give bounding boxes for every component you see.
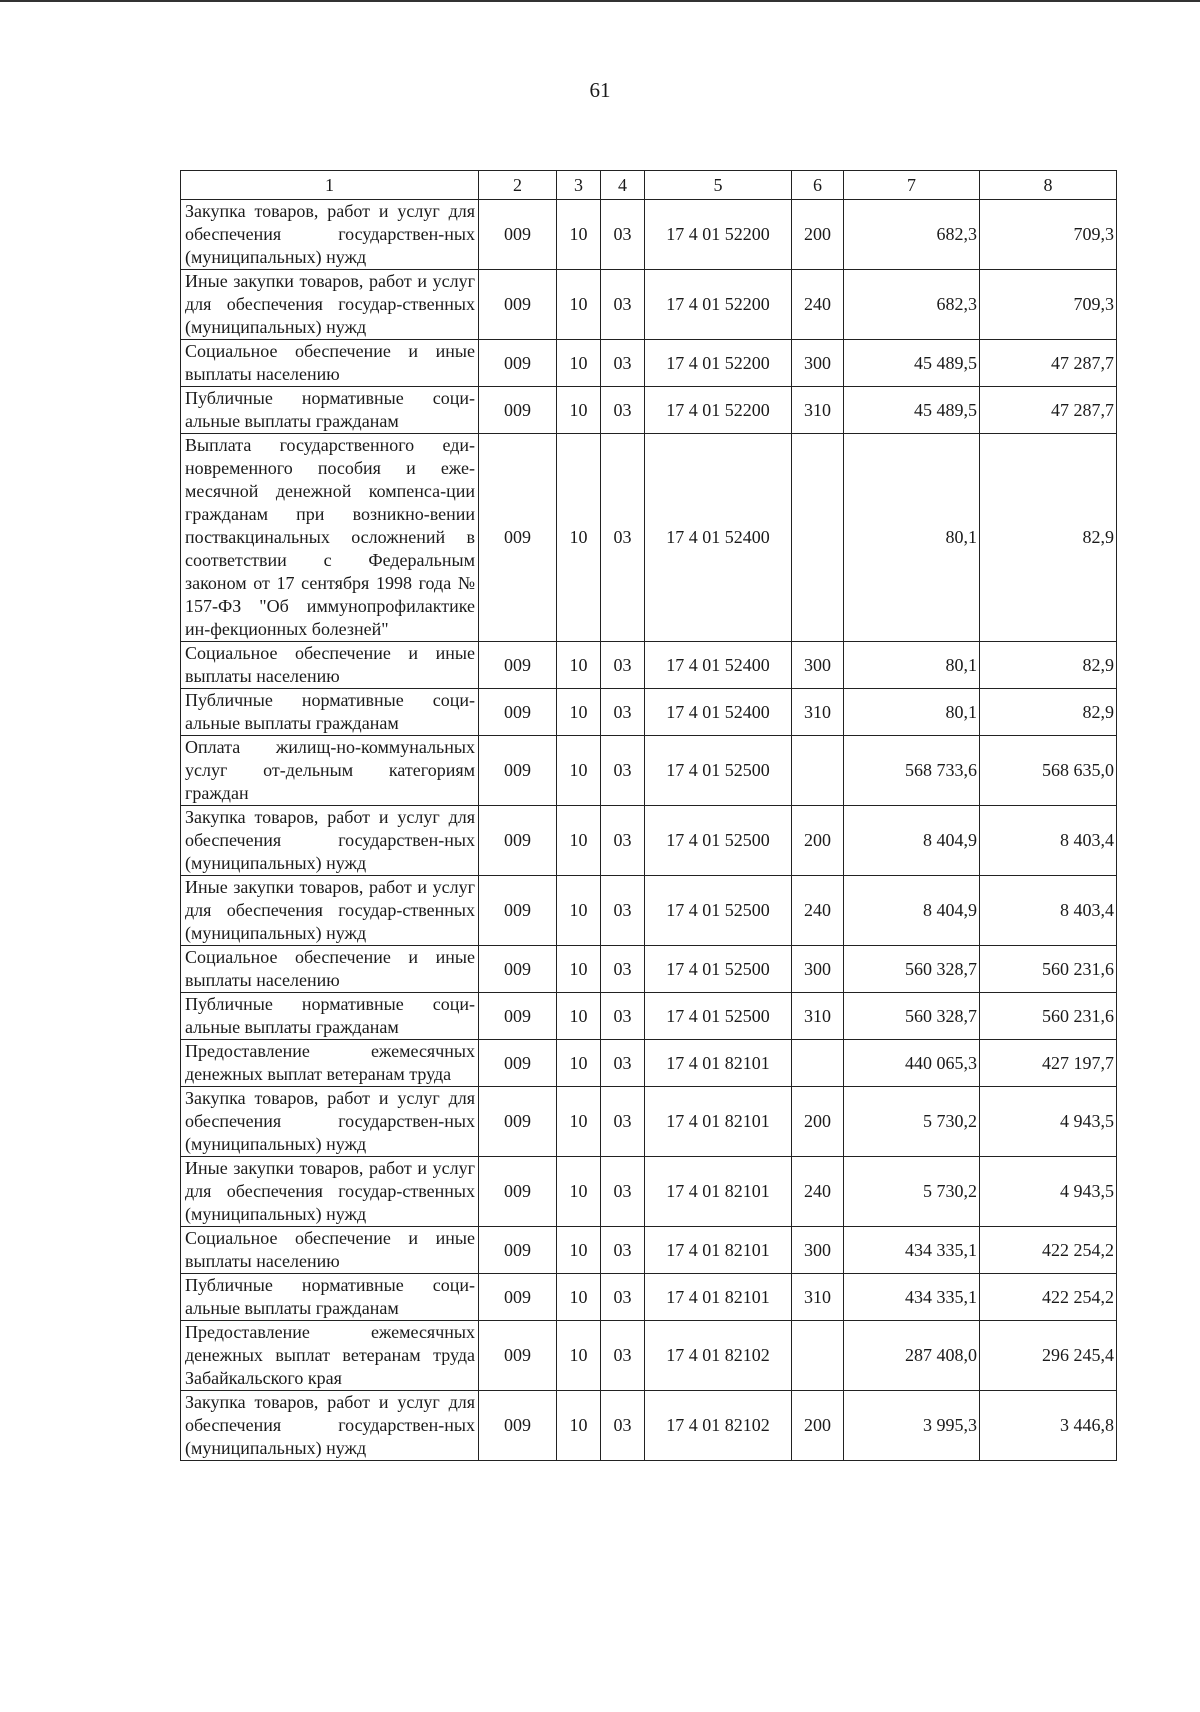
amount-col8-cell: 47 287,7 xyxy=(980,387,1117,434)
target-article-cell: 17 4 01 82101 xyxy=(645,1227,792,1274)
section-code-cell: 10 xyxy=(557,1321,601,1391)
expense-type-cell xyxy=(792,434,844,642)
section-code-cell: 10 xyxy=(557,1274,601,1321)
amount-col7-cell: 8 404,9 xyxy=(844,876,980,946)
table-row xyxy=(181,1157,1117,1227)
amount-col8-cell: 8 403,4 xyxy=(980,876,1117,946)
section-code-cell: 10 xyxy=(557,1391,601,1461)
amount-col8-cell: 296 245,4 xyxy=(980,1321,1117,1391)
admin-code-cell: 009 xyxy=(479,876,557,946)
table-row xyxy=(181,340,1117,387)
section-code-cell: 10 xyxy=(557,387,601,434)
target-article-cell: 17 4 01 52200 xyxy=(645,387,792,434)
admin-code-cell: 009 xyxy=(479,1391,557,1461)
amount-col7-cell: 3 995,3 xyxy=(844,1391,980,1461)
admin-code-cell: 009 xyxy=(479,736,557,806)
amount-col7-cell: 568 733,6 xyxy=(844,736,980,806)
amount-col8-cell: 4 943,5 xyxy=(980,1157,1117,1227)
amount-col8-cell: 709,3 xyxy=(980,270,1117,340)
row-name-cell: Закупка товаров, работ и услуг для обеспечения государствен-ных (муниципальных) нужд xyxy=(181,806,479,876)
admin-code-cell: 009 xyxy=(479,387,557,434)
admin-code-cell: 009 xyxy=(479,806,557,876)
amount-col8-cell: 47 287,7 xyxy=(980,340,1117,387)
row-name-cell: Публичные нормативные соци-альные выплаты гражданам xyxy=(181,993,479,1040)
admin-code-cell: 009 xyxy=(479,1087,557,1157)
table-row xyxy=(181,1227,1117,1274)
row-name-cell: Публичные нормативные соци-альные выплаты гражданам xyxy=(181,689,479,736)
amount-col7-cell: 5 730,2 xyxy=(844,1087,980,1157)
amount-col8-cell: 82,9 xyxy=(980,434,1117,642)
table-row xyxy=(181,1321,1117,1391)
table-row xyxy=(181,689,1117,736)
table-row xyxy=(181,434,1117,642)
amount-col7-cell: 682,3 xyxy=(844,270,980,340)
admin-code-cell: 009 xyxy=(479,1040,557,1087)
subsection-code-cell: 03 xyxy=(601,876,645,946)
section-code-cell: 10 xyxy=(557,876,601,946)
row-name-cell: Иные закупки товаров, работ и услуг для обеспечения государ-ственных (муниципальных) нужд xyxy=(181,1157,479,1227)
section-code-cell: 10 xyxy=(557,1227,601,1274)
admin-code-cell: 009 xyxy=(479,1321,557,1391)
table-row xyxy=(181,1040,1117,1087)
amount-col8-cell: 427 197,7 xyxy=(980,1040,1117,1087)
section-code-cell: 10 xyxy=(557,806,601,876)
expense-type-cell: 240 xyxy=(792,1157,844,1227)
expense-type-cell: 300 xyxy=(792,946,844,993)
row-name-cell: Предоставление ежемесячных денежных выплат ветеранам труда xyxy=(181,1040,479,1087)
subsection-code-cell: 03 xyxy=(601,1227,645,1274)
target-article-cell: 17 4 01 82102 xyxy=(645,1391,792,1461)
section-code-cell: 10 xyxy=(557,689,601,736)
admin-code-cell: 009 xyxy=(479,1227,557,1274)
amount-col7-cell: 8 404,9 xyxy=(844,806,980,876)
budget-table xyxy=(180,170,1117,1461)
target-article-cell: 17 4 01 82102 xyxy=(645,1321,792,1391)
row-name-cell: Закупка товаров, работ и услуг для обеспечения государствен-ных (муниципальных) нужд xyxy=(181,1391,479,1461)
admin-code-cell: 009 xyxy=(479,340,557,387)
section-code-cell: 10 xyxy=(557,1040,601,1087)
table-row xyxy=(181,736,1117,806)
table-row xyxy=(181,1391,1117,1461)
expense-type-cell: 240 xyxy=(792,876,844,946)
amount-col8-cell: 422 254,2 xyxy=(980,1274,1117,1321)
subsection-code-cell: 03 xyxy=(601,200,645,270)
target-article-cell: 17 4 01 82101 xyxy=(645,1274,792,1321)
row-name-cell: Социальное обеспечение и иные выплаты населению xyxy=(181,946,479,993)
target-article-cell: 17 4 01 82101 xyxy=(645,1087,792,1157)
table-row xyxy=(181,1087,1117,1157)
target-article-cell: 17 4 01 52200 xyxy=(645,200,792,270)
target-article-cell: 17 4 01 82101 xyxy=(645,1157,792,1227)
expense-type-cell: 200 xyxy=(792,200,844,270)
row-name-cell: Предоставление ежемесячных денежных выплат ветеранам труда Забайкальского края xyxy=(181,1321,479,1391)
amount-col7-cell: 80,1 xyxy=(844,434,980,642)
column-header: 1 xyxy=(181,171,479,200)
target-article-cell: 17 4 01 52400 xyxy=(645,642,792,689)
target-article-cell: 17 4 01 52400 xyxy=(645,434,792,642)
admin-code-cell: 009 xyxy=(479,689,557,736)
column-header: 7 xyxy=(844,171,980,200)
column-header: 8 xyxy=(980,171,1117,200)
amount-col7-cell: 287 408,0 xyxy=(844,1321,980,1391)
column-header: 2 xyxy=(479,171,557,200)
expense-type-cell xyxy=(792,1040,844,1087)
amount-col8-cell: 422 254,2 xyxy=(980,1227,1117,1274)
section-code-cell: 10 xyxy=(557,946,601,993)
admin-code-cell: 009 xyxy=(479,270,557,340)
expense-type-cell xyxy=(792,736,844,806)
subsection-code-cell: 03 xyxy=(601,1274,645,1321)
row-name-cell: Социальное обеспечение и иные выплаты населению xyxy=(181,1227,479,1274)
expense-type-cell: 200 xyxy=(792,1391,844,1461)
admin-code-cell: 009 xyxy=(479,434,557,642)
expense-type-cell: 310 xyxy=(792,689,844,736)
table-row xyxy=(181,642,1117,689)
amount-col7-cell: 560 328,7 xyxy=(844,993,980,1040)
table-body xyxy=(181,171,1117,1461)
amount-col8-cell: 560 231,6 xyxy=(980,946,1117,993)
amount-col7-cell: 5 730,2 xyxy=(844,1157,980,1227)
table-row xyxy=(181,806,1117,876)
section-code-cell: 10 xyxy=(557,1087,601,1157)
table-row xyxy=(181,993,1117,1040)
subsection-code-cell: 03 xyxy=(601,642,645,689)
row-name-cell: Выплата государственного еди-новременного пособия и еже-месячной денежной компенса-ции гражданам при возникно-вении поствакцинальных осложнений в соответствии с Федеральным законом от 17 сентября 1998 года № 157-ФЗ "Об иммунопрофилактике ин-фекционных болезней" xyxy=(181,434,479,642)
table-row xyxy=(181,200,1117,270)
subsection-code-cell: 03 xyxy=(601,1040,645,1087)
subsection-code-cell: 03 xyxy=(601,1157,645,1227)
expense-type-cell: 200 xyxy=(792,1087,844,1157)
page-number: 61 xyxy=(589,78,611,102)
expense-type-cell: 310 xyxy=(792,387,844,434)
subsection-code-cell: 03 xyxy=(601,340,645,387)
header-row xyxy=(181,171,1117,200)
target-article-cell: 17 4 01 52500 xyxy=(645,876,792,946)
target-article-cell: 17 4 01 52200 xyxy=(645,270,792,340)
expense-type-cell: 300 xyxy=(792,1227,844,1274)
row-name-cell: Закупка товаров, работ и услуг для обеспечения государствен-ных (муниципальных) нужд xyxy=(181,1087,479,1157)
table-row xyxy=(181,270,1117,340)
admin-code-cell: 009 xyxy=(479,946,557,993)
target-article-cell: 17 4 01 52200 xyxy=(645,340,792,387)
amount-col7-cell: 45 489,5 xyxy=(844,387,980,434)
page-top-border xyxy=(0,0,1200,2)
amount-col8-cell: 560 231,6 xyxy=(980,993,1117,1040)
expense-type-cell: 240 xyxy=(792,270,844,340)
row-name-cell: Публичные нормативные соци-альные выплаты гражданам xyxy=(181,387,479,434)
admin-code-cell: 009 xyxy=(479,993,557,1040)
amount-col7-cell: 80,1 xyxy=(844,689,980,736)
row-name-cell: Публичные нормативные соци-альные выплаты гражданам xyxy=(181,1274,479,1321)
section-code-cell: 10 xyxy=(557,270,601,340)
expense-type-cell: 300 xyxy=(792,642,844,689)
table-row xyxy=(181,876,1117,946)
expense-type-cell: 310 xyxy=(792,993,844,1040)
subsection-code-cell: 03 xyxy=(601,689,645,736)
amount-col7-cell: 80,1 xyxy=(844,642,980,689)
subsection-code-cell: 03 xyxy=(601,1391,645,1461)
subsection-code-cell: 03 xyxy=(601,1321,645,1391)
target-article-cell: 17 4 01 52500 xyxy=(645,736,792,806)
amount-col7-cell: 560 328,7 xyxy=(844,946,980,993)
section-code-cell: 10 xyxy=(557,434,601,642)
amount-col7-cell: 682,3 xyxy=(844,200,980,270)
section-code-cell: 10 xyxy=(557,1157,601,1227)
table-row xyxy=(181,387,1117,434)
target-article-cell: 17 4 01 82101 xyxy=(645,1040,792,1087)
admin-code-cell: 009 xyxy=(479,1274,557,1321)
row-name-cell: Закупка товаров, работ и услуг для обеспечения государствен-ных (муниципальных) нужд xyxy=(181,200,479,270)
amount-col8-cell: 8 403,4 xyxy=(980,806,1117,876)
column-header: 4 xyxy=(601,171,645,200)
expense-type-cell: 200 xyxy=(792,806,844,876)
target-article-cell: 17 4 01 52500 xyxy=(645,946,792,993)
amount-col8-cell: 709,3 xyxy=(980,200,1117,270)
admin-code-cell: 009 xyxy=(479,1157,557,1227)
amount-col8-cell: 82,9 xyxy=(980,689,1117,736)
target-article-cell: 17 4 01 52500 xyxy=(645,806,792,876)
row-name-cell: Иные закупки товаров, работ и услуг для обеспечения государ-ственных (муниципальных) нужд xyxy=(181,876,479,946)
amount-col8-cell: 82,9 xyxy=(980,642,1117,689)
row-name-cell: Социальное обеспечение и иные выплаты населению xyxy=(181,642,479,689)
column-header: 5 xyxy=(645,171,792,200)
amount-col7-cell: 434 335,1 xyxy=(844,1274,980,1321)
amount-col8-cell: 568 635,0 xyxy=(980,736,1117,806)
subsection-code-cell: 03 xyxy=(601,434,645,642)
amount-col7-cell: 440 065,3 xyxy=(844,1040,980,1087)
section-code-cell: 10 xyxy=(557,340,601,387)
amount-col8-cell: 4 943,5 xyxy=(980,1087,1117,1157)
admin-code-cell: 009 xyxy=(479,200,557,270)
expense-type-cell: 310 xyxy=(792,1274,844,1321)
subsection-code-cell: 03 xyxy=(601,736,645,806)
expense-type-cell xyxy=(792,1321,844,1391)
subsection-code-cell: 03 xyxy=(601,806,645,876)
table-row xyxy=(181,946,1117,993)
subsection-code-cell: 03 xyxy=(601,387,645,434)
subsection-code-cell: 03 xyxy=(601,946,645,993)
subsection-code-cell: 03 xyxy=(601,270,645,340)
target-article-cell: 17 4 01 52400 xyxy=(645,689,792,736)
row-name-cell: Иные закупки товаров, работ и услуг для обеспечения государ-ственных (муниципальных) нужд xyxy=(181,270,479,340)
table-row xyxy=(181,1274,1117,1321)
target-article-cell: 17 4 01 52500 xyxy=(645,993,792,1040)
subsection-code-cell: 03 xyxy=(601,993,645,1040)
column-header: 3 xyxy=(557,171,601,200)
amount-col8-cell: 3 446,8 xyxy=(980,1391,1117,1461)
admin-code-cell: 009 xyxy=(479,642,557,689)
amount-col7-cell: 434 335,1 xyxy=(844,1227,980,1274)
section-code-cell: 10 xyxy=(557,642,601,689)
column-header: 6 xyxy=(792,171,844,200)
subsection-code-cell: 03 xyxy=(601,1087,645,1157)
section-code-cell: 10 xyxy=(557,736,601,806)
expense-type-cell: 300 xyxy=(792,340,844,387)
section-code-cell: 10 xyxy=(557,200,601,270)
row-name-cell: Социальное обеспечение и иные выплаты населению xyxy=(181,340,479,387)
row-name-cell: Оплата жилищ-но-коммунальных услуг от-дельным категориям граждан xyxy=(181,736,479,806)
section-code-cell: 10 xyxy=(557,993,601,1040)
amount-col7-cell: 45 489,5 xyxy=(844,340,980,387)
